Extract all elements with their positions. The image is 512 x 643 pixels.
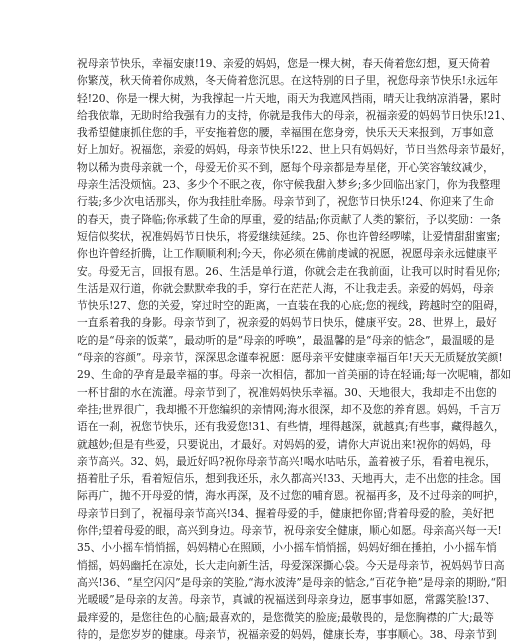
text-line: 安。母爱无言，回报有恩。26、生活是单行道，你就会走在我前面，让我可以时时看见你; — [77, 264, 501, 278]
text-line: 语在一刹，祝您节快乐，还有我爱您!31、有些情，埋得越深，就越真;有些事，藏得越久， — [77, 420, 505, 434]
text-line: 最痒爱的，是您往色的心脑;最喜欢的，是您微笑的脸庞;最敬畏的，是您胸襟的广大;最等 — [77, 610, 494, 624]
text-line: 际再广，抛不开母爱的情，海水再深，及不过您的哺育恩。祝福再多，及不过母亲的呵护， — [77, 489, 505, 503]
text-line: 你繁茂，秋天倚着你成熟，冬天倚着您沉思。在这特别的日子里，祝您母亲节快乐!永远年 — [77, 74, 499, 88]
text-line: 好上加好。祝福您，亲爱的妈妈，母亲节快乐!22、世上只有妈妈好，节日当然母亲节最好， — [77, 143, 512, 157]
text-line: 短信似奖状，祝准妈妈节日快乐，将爱继续延续。25、你也许曾经啰嗦，让爱情甜甜蜜蜜; — [77, 229, 501, 243]
text-line: 一杯甘甜的水在流灌。母亲节到了，祝准妈妈快乐幸福。30、天地很大，我却走不出您的 — [77, 385, 497, 399]
text-line: 牵挂;世界很广，我却搬不开您编织的亲情网;海水很深，却不及您的养育恩。妈妈，千言万 — [77, 402, 502, 416]
text-line: 物以稀为贵母亲就一个，母爱无价买不到，愿每个母亲都是寿星佬，开心笑容皱纹减少， — [77, 160, 494, 174]
text-line: 我希望健康抓住您的手，平安拖着您的腰，幸福围在您身旁，快乐天天来报到，万事如意 — [77, 126, 494, 140]
text-line: 生活是双行道，你就会默默牵我的手，穿行在茫茫人海，不让我走丢。亲爱的妈妈，母亲 — [77, 281, 494, 295]
text-line: 待的，是您岁岁的健康。母亲节，祝福亲爱的妈妈，健康长寿，事事顺心。38、母亲节到 — [77, 627, 497, 641]
text-line: 亲节高兴。32、妈，最近好吗?祝你母亲节高兴!喝水咕咕乐，盖着被子乐，看着电视乐， — [77, 454, 497, 468]
text-line: 悄摇，妈妈幽托在凉处，长大走向新生活，母爱深深撕心袋。今天是母亲节，祝妈妈节日高 — [77, 558, 505, 572]
text-line: 母亲生活没烦恼。23、多少个不眠之夜，你守候我甜入梦乡;多少回临出家门，你为我整理 — [77, 178, 501, 192]
text-line: 你伴;望着母爱的眼，高兴到身边。母亲节，祝母亲安全健康，顺心如愿。母亲高兴每一天! — [77, 524, 502, 538]
article-body — [77, 55, 512, 643]
text-line: 高兴!36、“星空闪闪”是母亲的笑脸,“海水波涛”是母亲的惦念,“百花争艳”是母亲的期盼,“阳 — [77, 575, 507, 589]
text-line: 祝母亲节快乐，幸福安康!19、亲爱的妈妈，您是一棵大树，春天倚着您幻想，夏天倚着 — [77, 57, 491, 70]
text-line: 母亲节日到了，祝福母亲节高兴!34、握着母爱的手，健康把你留;背着母爱的脸，美好把 — [77, 506, 494, 520]
text-line: 吃的是“母亲的饭菜”，最动听的是“母亲的呼唤”，最温馨的是“母亲的惦念”，最温暖的是 — [77, 333, 495, 347]
text-line: 29、生命的孕育是最幸福的事。母亲一次相信，都加一首美丽的诗在轻诵;每一次呢喃，都如 — [77, 368, 512, 382]
text-line: 光暖暖”是母亲的友善。母亲节，真诚的祝福送到母亲身边，愿事事如愿，常露笑脸!37、 — [77, 593, 496, 607]
text-line: 一直系着我的身影。母亲节到了，祝亲爱的妈妈节日快乐，健康平安。28、世界上，最好 — [77, 316, 497, 330]
text-line: 你也许曾经折腾，让工作顺顺利利;今天，你必须在佛前虔诚的祝愿，祝愿母亲永远健康平 — [77, 247, 498, 261]
text-line: 行装;多少次电话那头，你为我挂肚牵肠。母亲节到了，祝您节日快乐!24、你迎来了生命 — [77, 195, 494, 209]
text-line: 给我依靠，无助时给我强有力的支持，你就是我伟大的母亲，祝福亲爱的妈妈节日快乐!21、 — [77, 108, 512, 122]
text-line: 就越妙;但是有些爱，只要说出，才最好。对妈妈的爱，请你大声说出来!祝你的妈妈，母 — [77, 437, 492, 451]
text-line: “母亲的容颜”。母亲节，深深思念谨奉祝愿：愿母亲平安健康幸福百年!天天无质疑放笑颜! — [77, 351, 503, 365]
text-line: 轻!20、你是一棵大树，为我撑起一片天地，雨天为我遮风挡雨，晴天让我纳凉消暑，累时 — [77, 91, 502, 105]
text-line: 的春天，贵子降临;你承载了生命的厚重，爱的结晶;你贡献了人类的繁衍，予以奖励：一条 — [77, 212, 502, 226]
text-line: 节快乐!27、您的关爱，穿过时空的距离，一直装在我的心底;您的视线，跨越时空的阻碍， — [77, 299, 505, 313]
text-line: 35、小小摇车悄悄摇，妈妈精心在照顾，小小摇车悄悄摇，妈妈好细在捶拍，小小摇车悄 — [77, 541, 497, 555]
text-line: 捂着肚子乐，看着短信乐，想到我还乐，永久都高兴!33、天地再大，走不出您的挂念。国 — [77, 472, 502, 486]
